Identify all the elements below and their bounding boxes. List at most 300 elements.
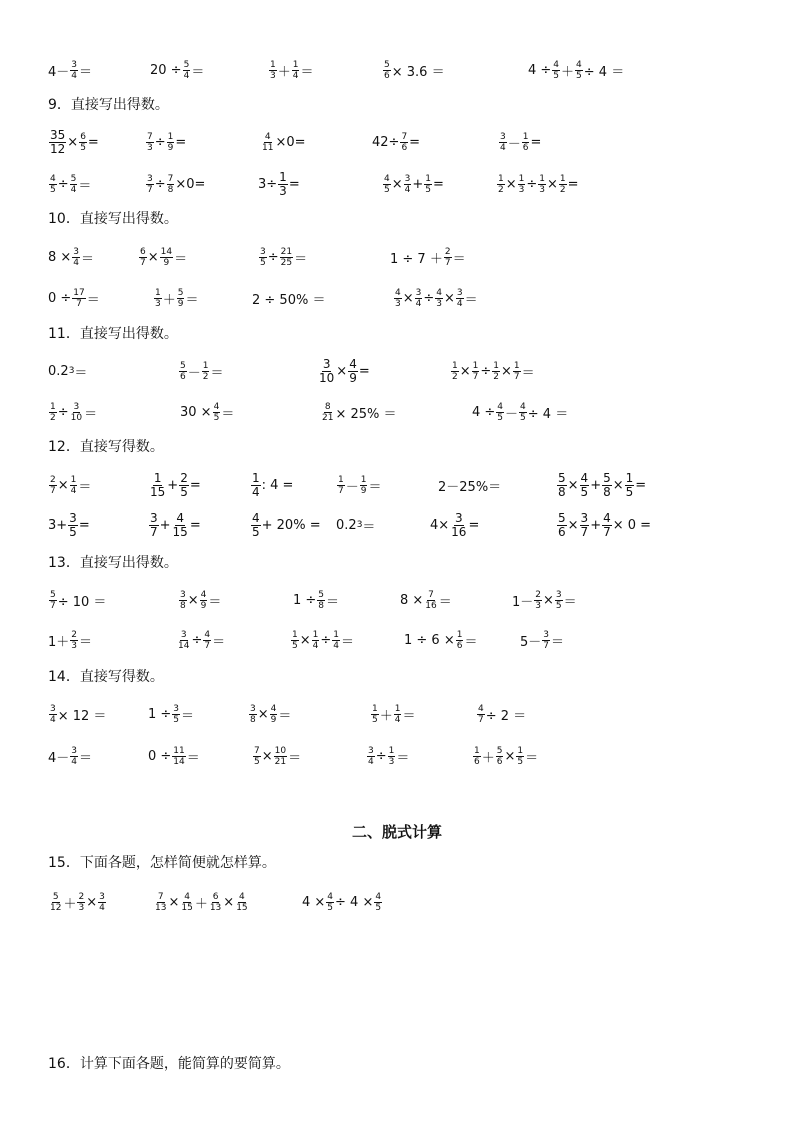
expression-text: ＝ (84, 406, 98, 422)
fraction-denominator: 5 (553, 70, 560, 81)
expression-text: + (590, 477, 602, 493)
fraction-numerator: 4 (375, 891, 382, 902)
fraction-numerator: 3 (147, 173, 153, 184)
fraction (360, 475, 368, 496)
math-problem (145, 124, 186, 160)
fraction-numerator: 1 (493, 360, 500, 371)
fraction-numerator: 3 (555, 589, 562, 600)
fraction-numerator: 1 (517, 745, 524, 756)
expression-text: ＝ (288, 750, 302, 766)
fraction (472, 361, 480, 382)
fraction (49, 402, 57, 423)
fraction-denominator: 5 (80, 142, 86, 153)
fraction-numerator: 1 (518, 173, 525, 184)
expression-text: + 20% = (261, 517, 321, 533)
problem-row (0, 582, 794, 618)
fraction-denominator: 12 (50, 141, 66, 156)
expression-text: 0.2 (48, 363, 69, 379)
fraction (367, 746, 375, 767)
fraction (444, 247, 452, 268)
fraction (177, 288, 185, 309)
expression-text: ＝ (525, 750, 539, 766)
fraction (149, 512, 159, 539)
fraction-denominator: 9 (349, 370, 357, 385)
fraction-numerator: 2 (78, 891, 85, 902)
fraction-denominator: 4 (71, 756, 78, 767)
fraction-denominator: 9 (200, 600, 207, 611)
fraction (179, 361, 187, 382)
expression-text: ＝ (452, 251, 466, 267)
fraction (400, 132, 408, 153)
fraction (415, 288, 423, 309)
fraction-numerator: 4 (200, 589, 207, 600)
fraction-numerator: 3 (454, 510, 463, 525)
math-problem (48, 582, 106, 618)
math-problem (366, 738, 409, 774)
fraction (70, 174, 78, 195)
expression-text: ＋ (194, 896, 208, 912)
math-problem (438, 467, 501, 503)
fraction (555, 590, 563, 611)
expression-text: ＋ (162, 292, 176, 308)
expression-text: = (189, 477, 201, 493)
fraction-numerator: 4 (213, 401, 220, 412)
fraction-denominator: 9 (167, 142, 174, 153)
math-problem (48, 394, 97, 430)
fraction-numerator: 3 (71, 59, 78, 70)
expression-text: ＝ (464, 634, 478, 650)
math-problem (372, 124, 420, 160)
fraction (404, 174, 412, 195)
math-problem (496, 166, 579, 202)
fraction-denominator: 3 (388, 756, 395, 767)
fraction (278, 171, 288, 198)
fraction (394, 704, 402, 725)
expression-text: ÷ (526, 176, 538, 192)
math-problem (472, 394, 568, 430)
expression-text: × (505, 176, 517, 192)
fraction-numerator: 4 (327, 891, 334, 902)
expression-text: = (175, 134, 187, 150)
fraction-numerator: 5 (558, 470, 566, 485)
fraction (70, 746, 78, 767)
fraction-denominator: 7 (150, 524, 158, 539)
fraction-numerator: 1 (270, 59, 276, 70)
fraction-denominator: 5 (576, 70, 582, 81)
fraction-denominator: 21 (322, 412, 334, 423)
fraction-numerator: 1 (539, 173, 546, 184)
fraction (451, 361, 459, 382)
expression-text: ＝ (212, 634, 226, 650)
fraction-numerator: 3 (71, 745, 78, 756)
fraction-denominator: 6 (522, 142, 529, 153)
fraction-numerator: 5 (52, 891, 59, 902)
fraction-numerator: 1 (360, 474, 367, 485)
fraction-denominator: 7 (543, 640, 550, 651)
fraction-denominator: 8 (318, 600, 325, 611)
expression-text: × (86, 894, 98, 910)
expression-text: 20 ÷ (150, 62, 182, 78)
fraction (49, 475, 57, 496)
fraction (70, 60, 78, 81)
fraction-numerator: 5 (180, 360, 186, 371)
fraction (202, 361, 210, 382)
expression-text: × (168, 894, 180, 910)
fraction-denominator: 3 (436, 298, 443, 309)
fraction-denominator: 7 (472, 371, 479, 382)
fraction-numerator: 5 (177, 287, 184, 298)
fraction (580, 472, 590, 499)
math-problem (258, 239, 307, 275)
fraction (77, 892, 85, 913)
fraction (235, 892, 248, 913)
expression-text: 0 ÷ (148, 748, 172, 764)
math-problem (556, 507, 651, 543)
fraction-denominator: 8 (250, 714, 256, 725)
fraction-denominator: 7 (444, 257, 451, 268)
expression-text: × (147, 249, 159, 265)
exponent: 3 (356, 520, 363, 530)
expression-text: ＝ (551, 634, 565, 650)
fraction-denominator: 2 (50, 412, 56, 423)
fraction (394, 288, 402, 309)
fraction-numerator: 1 (474, 745, 480, 756)
fraction-denominator: 7 (50, 485, 56, 496)
fraction-denominator: 6 (401, 142, 408, 153)
expression-text: ＝ (300, 64, 314, 80)
math-problem (290, 622, 354, 658)
expression-text: ＝ (208, 594, 222, 610)
fraction-numerator: 1 (50, 401, 56, 412)
problem-row (0, 884, 794, 920)
fraction-denominator: 2 (493, 371, 500, 382)
fraction-numerator: 1 (372, 703, 378, 714)
fraction-numerator: 1 (625, 470, 634, 485)
expression-text: ＝ (78, 178, 92, 194)
fraction-numerator: 2 (180, 470, 188, 485)
fraction-numerator: 4 (384, 173, 390, 184)
expression-text: ÷ (154, 134, 166, 150)
fraction-denominator: 7 (204, 640, 211, 651)
problem-row (0, 467, 794, 503)
fraction-denominator: 3 (535, 600, 542, 611)
math-problem (512, 582, 577, 618)
expression-text: ÷ 10 ＝ (57, 594, 107, 610)
fraction-denominator: 6 (384, 70, 390, 81)
fraction (522, 132, 530, 153)
fraction-denominator: 9 (177, 298, 184, 309)
fraction-denominator: 21 (274, 756, 287, 767)
math-problem (48, 738, 92, 774)
fraction-numerator: 7 (167, 173, 174, 184)
expression-text: ＝ (185, 292, 199, 308)
expression-text: 4－ (48, 750, 70, 766)
fraction-denominator: 5 (555, 600, 562, 611)
expression-text: 42÷ (372, 134, 400, 150)
math-problem (404, 622, 477, 658)
fraction (559, 174, 567, 195)
fraction-numerator: 1 (155, 287, 161, 298)
fraction-numerator: 4 (184, 891, 190, 902)
fraction-numerator: 4 (264, 131, 271, 142)
problem-row (0, 124, 794, 160)
fraction (70, 630, 78, 651)
fraction-denominator: 5 (213, 412, 220, 423)
expression-text: 0 ÷ (48, 290, 72, 306)
fraction-numerator: 5 (318, 589, 325, 600)
math-problem (258, 166, 300, 202)
fraction-numerator: 1 (425, 173, 432, 184)
expression-text: ＝ (464, 292, 478, 308)
fraction-numerator: 3 (260, 246, 266, 257)
fraction-numerator: 3 (322, 356, 331, 371)
expression-text: = (189, 517, 201, 533)
fraction (154, 288, 162, 309)
fraction-numerator: 4 (580, 470, 589, 485)
fraction (253, 746, 261, 767)
math-problem (178, 582, 221, 618)
problem-row (0, 239, 794, 275)
fraction-denominator: 5 (375, 902, 382, 913)
fraction-numerator: 2 (444, 246, 451, 257)
fraction (213, 402, 221, 423)
math-problem (320, 394, 397, 430)
expression-text: 8 × (48, 249, 72, 265)
fraction (435, 288, 443, 309)
expression-text: 2－25%＝ (438, 479, 502, 495)
expression-text: ÷ 4 ＝ (527, 406, 569, 422)
math-problem (430, 507, 479, 543)
fraction-numerator: 5 (50, 589, 56, 600)
expression-text: × (257, 706, 269, 722)
math-problem (48, 507, 90, 543)
expression-text: = (87, 134, 99, 150)
expression-text: × (261, 748, 273, 764)
expression-text: = (409, 134, 421, 150)
fraction (450, 512, 467, 539)
math-problem (48, 467, 91, 503)
fraction-numerator: 2 (71, 629, 78, 640)
fraction (274, 746, 287, 767)
fraction-numerator: 1 (167, 131, 174, 142)
math-problem (382, 52, 445, 88)
fraction (70, 402, 83, 423)
fraction-denominator: 7 (580, 524, 589, 539)
fraction-numerator: 1 (252, 470, 260, 485)
fraction-numerator: 10 (274, 745, 287, 756)
fraction-denominator: 7 (147, 184, 153, 195)
fraction-numerator: 2 (535, 589, 542, 600)
expression-text: 5－ (520, 634, 542, 650)
fraction (172, 512, 189, 539)
fraction (456, 630, 464, 651)
fraction-numerator: 5 (496, 745, 503, 756)
expression-text: 1 ÷ (293, 592, 317, 608)
fraction-denominator: 8 (558, 484, 566, 499)
expression-text: ÷ (57, 404, 69, 420)
fraction-denominator: 6 (180, 371, 186, 382)
expression-text: 2 ÷ 50% ＝ (252, 292, 326, 308)
expression-text: ＝ (438, 594, 452, 610)
fraction-denominator: 3 (147, 142, 153, 153)
fraction (160, 247, 173, 268)
fraction (72, 247, 80, 268)
question-heading: 14．直接写得数。 (48, 669, 164, 685)
expression-text: = (530, 134, 542, 150)
expression-text: ＝ (402, 708, 416, 724)
fraction-denominator: 2 (202, 371, 209, 382)
fraction (291, 630, 299, 651)
expression-text: + (159, 517, 171, 533)
fraction-numerator: 4 (50, 173, 56, 184)
fraction-numerator: 1 (202, 360, 209, 371)
expression-text: 0.2 (336, 517, 357, 533)
math-problem (48, 280, 100, 316)
fraction (167, 132, 175, 153)
math-problem (148, 738, 200, 774)
question-heading: 11．直接写出得数。 (48, 326, 178, 342)
expression-text: ＝ (396, 750, 410, 766)
expression-text: 4× (430, 517, 450, 533)
fraction (557, 512, 567, 539)
fraction-numerator: 5 (603, 470, 611, 485)
fraction-denominator: 14 (178, 640, 190, 651)
fraction-denominator: 15 (181, 902, 193, 913)
fraction-denominator: 5 (384, 184, 390, 195)
math-problem (382, 166, 444, 202)
expression-text: ＝ (81, 251, 95, 267)
fraction-numerator: 7 (254, 745, 260, 756)
fraction-numerator: 4 (239, 891, 245, 902)
fraction-numerator: 21 (280, 246, 293, 257)
fraction-denominator: 16 (451, 524, 467, 539)
question-heading: 13．直接写出得数。 (48, 555, 178, 571)
expression-text: 1＋ (48, 634, 70, 650)
fraction-denominator: 10 (319, 370, 335, 385)
fraction-numerator: 4 (553, 59, 560, 70)
expression-text: 4 × (302, 894, 326, 910)
expression-text: ÷ (375, 748, 387, 764)
math-problem (390, 239, 466, 275)
fraction (374, 892, 382, 913)
fraction-denominator: 4 (73, 257, 80, 268)
fraction (424, 590, 437, 611)
fraction-numerator: 4 (204, 629, 211, 640)
fraction-numerator: 7 (147, 131, 153, 142)
fraction (183, 60, 191, 81)
fraction-numerator: 3 (99, 891, 105, 902)
fraction-numerator: 1 (153, 470, 162, 485)
fraction-denominator: 4 (70, 184, 77, 195)
fraction (269, 60, 277, 81)
expression-text: ＝ (326, 594, 340, 610)
fraction (179, 590, 187, 611)
math-problem (336, 507, 375, 543)
expression-text: = (567, 176, 579, 192)
expression-text: 1－ (512, 594, 534, 610)
expression-text: ÷ (320, 632, 332, 648)
expression-text: － (505, 406, 519, 422)
fraction (172, 746, 185, 767)
expression-text: － (345, 479, 359, 495)
fraction (326, 892, 334, 913)
fraction (383, 60, 391, 81)
fraction (270, 704, 278, 725)
fraction (538, 174, 546, 195)
fraction-denominator: 5 (50, 184, 56, 195)
fraction-denominator: 5 (497, 412, 504, 423)
math-problem (180, 394, 234, 430)
fraction (172, 704, 180, 725)
fraction-denominator: 3 (155, 298, 161, 309)
fraction (496, 746, 504, 767)
fraction-numerator: 35 (50, 127, 66, 142)
fraction (477, 704, 485, 725)
fraction (49, 892, 62, 913)
expression-text: ＝ (521, 365, 535, 381)
fraction-numerator: 1 (472, 360, 479, 371)
fraction (496, 402, 504, 423)
expression-text: ÷ (267, 249, 279, 265)
fraction-numerator: 1 (394, 703, 401, 714)
math-problem (248, 696, 291, 732)
fraction-numerator: 1 (279, 169, 287, 184)
expression-text: : 4 = (261, 477, 294, 493)
fraction (149, 472, 166, 499)
expression-text: × (567, 477, 579, 493)
expression-text: × (543, 592, 554, 608)
fraction (146, 174, 154, 195)
fraction (542, 630, 550, 651)
fraction-denominator: 4 (71, 70, 78, 81)
fraction-denominator: 6 (474, 756, 480, 767)
fraction-numerator: 8 (324, 401, 331, 412)
math-problem (48, 52, 92, 88)
fraction-denominator: 4 (368, 756, 374, 767)
question-heading: 9．直接写出得数。 (48, 97, 169, 113)
expression-text: ÷ (480, 363, 492, 379)
math-problem (336, 467, 382, 503)
expression-text: = (78, 517, 90, 533)
fraction-denominator: 3 (518, 184, 525, 195)
fraction (72, 288, 85, 309)
fraction (259, 247, 267, 268)
expression-text: ＝ (79, 634, 93, 650)
fraction-denominator: 6 (496, 756, 503, 767)
fraction-denominator: 3 (395, 298, 401, 309)
math-problem (252, 738, 301, 774)
fraction-numerator: 1 (338, 474, 344, 485)
fraction-numerator: 11 (173, 745, 185, 756)
expression-text: ＝ (341, 634, 355, 650)
fraction (98, 892, 106, 913)
expression-text: 30 × (180, 404, 212, 420)
fraction-denominator: 4 (252, 484, 260, 499)
math-problem (317, 353, 370, 389)
math-problem (450, 353, 535, 389)
fraction (49, 129, 66, 156)
expression-text: × (501, 363, 512, 379)
expression-text: ＋ (379, 708, 393, 724)
expression-text: － (507, 136, 521, 152)
expression-text: × (391, 176, 403, 192)
expression-text: × (187, 592, 199, 608)
fraction (383, 174, 391, 195)
problem-row (0, 738, 794, 774)
exponent: 3 (68, 366, 75, 376)
fraction-numerator: 5 (70, 173, 77, 184)
fraction (49, 590, 57, 611)
